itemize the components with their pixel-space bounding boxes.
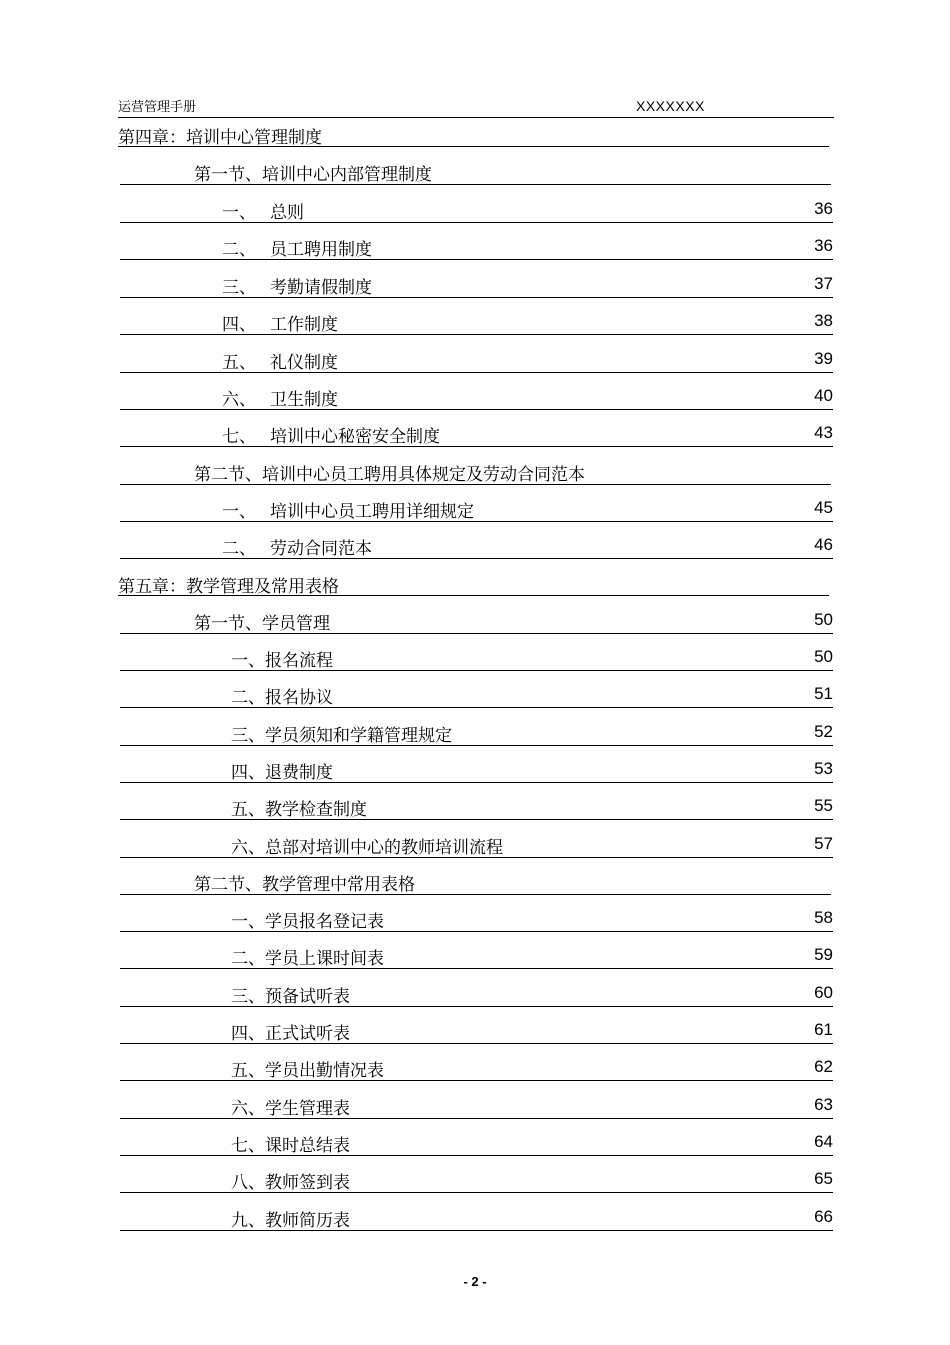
toc-entry-number: 二、 bbox=[222, 539, 256, 559]
toc-entry[interactable] bbox=[0, 230, 950, 260]
toc-entry-label bbox=[222, 385, 338, 410]
toc-entry-title: 教师签到表 bbox=[265, 1173, 350, 1193]
toc-entry-title: 卫生制度 bbox=[270, 390, 338, 410]
toc-entry[interactable] bbox=[0, 380, 950, 410]
toc-entry-number: 四、 bbox=[231, 763, 265, 783]
toc-underline bbox=[120, 968, 833, 969]
toc-entry-title: 学员出勤情况表 bbox=[265, 1061, 384, 1081]
toc-entry-label bbox=[222, 497, 474, 522]
toc-entry-page: 43 bbox=[814, 423, 833, 442]
toc-entry-title: 礼仪制度 bbox=[270, 353, 338, 373]
toc-entry-title: 培训中心秘密安全制度 bbox=[270, 427, 440, 447]
toc-entry-label bbox=[231, 1131, 350, 1156]
toc-entry-number: 七、 bbox=[231, 1136, 265, 1156]
toc-entry-page: 36 bbox=[814, 236, 833, 255]
toc-entry-number: 一、 bbox=[231, 651, 265, 671]
toc-entry-number: 八、 bbox=[231, 1173, 265, 1193]
toc-underline bbox=[120, 1230, 833, 1231]
toc-entry-label bbox=[222, 534, 372, 559]
toc-entry-title: 第二节、教学管理中常用表格 bbox=[194, 875, 415, 895]
toc-entry-label bbox=[222, 310, 338, 335]
toc-entry[interactable] bbox=[0, 977, 950, 1007]
toc-entry[interactable] bbox=[0, 343, 950, 373]
toc-entry-label bbox=[231, 683, 333, 708]
toc-entry-number: 七、 bbox=[222, 427, 256, 447]
toc-entry[interactable] bbox=[0, 1014, 950, 1044]
toc-entry-label bbox=[118, 123, 322, 148]
toc-entry[interactable] bbox=[0, 455, 950, 485]
toc-entry-label bbox=[231, 1056, 384, 1081]
toc-entry-label bbox=[222, 273, 372, 298]
toc-underline bbox=[120, 931, 833, 932]
toc-entry-label bbox=[231, 944, 384, 969]
toc-entry-label bbox=[231, 1206, 350, 1231]
toc-entry[interactable] bbox=[0, 1089, 950, 1119]
toc-underline bbox=[120, 1006, 833, 1007]
toc-entry-label bbox=[231, 833, 503, 858]
toc-entry-number: 三、 bbox=[222, 278, 256, 298]
toc-entry-title: 第二节、培训中心员工聘用具体规定及劳动合同范本 bbox=[194, 465, 585, 485]
toc-entry[interactable] bbox=[0, 1163, 950, 1193]
toc-entry-number: 六、 bbox=[222, 390, 256, 410]
toc-entry-title: 预备试听表 bbox=[265, 987, 350, 1007]
toc-entry-number: 四、 bbox=[222, 315, 256, 335]
toc-entry[interactable] bbox=[0, 193, 950, 223]
toc-entry-label bbox=[231, 907, 384, 932]
toc-entry-title: 培训中心员工聘用详细规定 bbox=[270, 502, 474, 522]
toc-entry[interactable] bbox=[0, 790, 950, 820]
toc-entry[interactable] bbox=[0, 828, 950, 858]
header-title: 运营管理手册 bbox=[118, 100, 197, 115]
toc-entry[interactable] bbox=[0, 567, 950, 597]
toc-entry-page: 57 bbox=[814, 834, 833, 853]
toc-entry-number: 二、 bbox=[231, 949, 265, 969]
toc-underline bbox=[120, 819, 833, 820]
toc-entry[interactable] bbox=[0, 865, 950, 895]
toc-entry[interactable] bbox=[0, 155, 950, 185]
toc-entry-page: 58 bbox=[814, 908, 833, 927]
toc-entry[interactable] bbox=[0, 305, 950, 335]
toc-entry[interactable] bbox=[0, 678, 950, 708]
toc-underline bbox=[120, 745, 833, 746]
toc-entry-page: 64 bbox=[814, 1132, 833, 1151]
toc-entry-title: 总则 bbox=[270, 203, 304, 223]
toc-entry-page: 52 bbox=[814, 722, 833, 741]
toc-underline bbox=[120, 782, 833, 783]
toc-entry[interactable] bbox=[0, 417, 950, 447]
toc-entry-label bbox=[118, 572, 339, 597]
toc-entry-number: 三、 bbox=[231, 987, 265, 1007]
toc-entry-number: 二、 bbox=[222, 240, 256, 260]
toc-entry-number: 五、 bbox=[231, 800, 265, 820]
toc-entry-page: 40 bbox=[814, 386, 833, 405]
toc-entry-title: 教学检查制度 bbox=[265, 800, 367, 820]
toc-entry[interactable] bbox=[0, 716, 950, 746]
toc-entry-page: 55 bbox=[814, 796, 833, 815]
toc-entry[interactable] bbox=[0, 118, 950, 148]
toc-entry-title: 退费制度 bbox=[265, 763, 333, 783]
toc-entry-title: 第五章：教学管理及常用表格 bbox=[118, 577, 339, 597]
toc-entry[interactable] bbox=[0, 902, 950, 932]
toc-entry-label bbox=[194, 160, 432, 185]
toc-entry[interactable] bbox=[0, 492, 950, 522]
toc-entry-page: 61 bbox=[814, 1020, 833, 1039]
toc-entry-page: 38 bbox=[814, 311, 833, 330]
toc-entry-page: 46 bbox=[814, 535, 833, 554]
toc-entry-number: 六、 bbox=[231, 838, 265, 858]
toc-underline bbox=[120, 1043, 833, 1044]
toc-entry[interactable] bbox=[0, 1051, 950, 1081]
toc-entry-page: 65 bbox=[814, 1169, 833, 1188]
toc-entry-title: 报名流程 bbox=[265, 651, 333, 671]
toc-entry-label bbox=[194, 460, 585, 485]
toc-entry-title: 工作制度 bbox=[270, 315, 338, 335]
toc-entry-label bbox=[231, 758, 333, 783]
toc-entry-title: 学生管理表 bbox=[265, 1099, 350, 1119]
toc-entry-number: 一、 bbox=[222, 502, 256, 522]
toc-entry[interactable] bbox=[0, 268, 950, 298]
toc-entry-number: 四、 bbox=[231, 1024, 265, 1044]
toc-entry-label bbox=[222, 198, 304, 223]
toc-entry-label bbox=[222, 348, 338, 373]
toc-entry-number: 一、 bbox=[231, 912, 265, 932]
toc-entry-page: 50 bbox=[814, 647, 833, 666]
toc-entry-page: 36 bbox=[814, 199, 833, 218]
toc-entry-page: 59 bbox=[814, 945, 833, 964]
header-code: XXXXXXX bbox=[636, 98, 705, 114]
toc-entry-label bbox=[231, 646, 333, 671]
toc-entry-label bbox=[194, 870, 415, 895]
toc-entry-label bbox=[231, 1019, 350, 1044]
toc-entry-title: 教师简历表 bbox=[265, 1211, 350, 1231]
toc-entry-title: 报名协议 bbox=[265, 688, 333, 708]
toc-entry-label bbox=[222, 422, 440, 447]
toc-entry-label bbox=[231, 982, 350, 1007]
toc-entry-title: 员工聘用制度 bbox=[270, 240, 372, 260]
toc-entry[interactable] bbox=[0, 604, 950, 634]
toc-entry[interactable] bbox=[0, 641, 950, 671]
toc-entry-page: 62 bbox=[814, 1057, 833, 1076]
toc-entry-title: 第四章：培训中心管理制度 bbox=[118, 128, 322, 148]
toc-entry[interactable] bbox=[0, 939, 950, 969]
toc-underline bbox=[120, 1155, 833, 1156]
toc-entry-number: 五、 bbox=[231, 1061, 265, 1081]
toc-entry-page: 60 bbox=[814, 983, 833, 1002]
toc-entry-page: 51 bbox=[814, 684, 833, 703]
toc-entry-title: 劳动合同范本 bbox=[270, 539, 372, 559]
toc-entry-label bbox=[231, 1094, 350, 1119]
toc-entry-page: 50 bbox=[814, 610, 833, 629]
toc-entry-page: 45 bbox=[814, 498, 833, 517]
toc-entry-title: 课时总结表 bbox=[265, 1136, 350, 1156]
toc-underline bbox=[120, 1080, 833, 1081]
toc-entry-label bbox=[231, 795, 367, 820]
toc-entry-label bbox=[231, 721, 452, 746]
toc-entry-title: 学员须知和学籍管理规定 bbox=[265, 726, 452, 746]
toc-entry-title: 总部对培训中心的教师培训流程 bbox=[265, 838, 503, 858]
toc-entry-label bbox=[194, 609, 330, 634]
toc-entry-title: 第一节、培训中心内部管理制度 bbox=[194, 165, 432, 185]
toc-entry-number: 六、 bbox=[231, 1099, 265, 1119]
page-number: - 2 - bbox=[463, 1274, 487, 1289]
toc-entry-page: 39 bbox=[814, 349, 833, 368]
toc-entry[interactable] bbox=[0, 1126, 950, 1156]
toc-entry-title: 正式试听表 bbox=[265, 1024, 350, 1044]
toc-entry[interactable] bbox=[0, 753, 950, 783]
toc-entry-title: 第一节、学员管理 bbox=[194, 614, 330, 634]
toc-entry[interactable] bbox=[0, 1201, 950, 1231]
toc-entry-number: 一、 bbox=[222, 203, 256, 223]
toc-entry-number: 二、 bbox=[231, 688, 265, 708]
toc-underline bbox=[120, 1118, 833, 1119]
toc-entry-label bbox=[231, 1168, 350, 1193]
toc-entry-page: 63 bbox=[814, 1095, 833, 1114]
toc-entry-number: 五、 bbox=[222, 353, 256, 373]
toc-entry-page: 66 bbox=[814, 1207, 833, 1226]
toc-entry-title: 学员报名登记表 bbox=[265, 912, 384, 932]
toc-entry-number: 九、 bbox=[231, 1211, 265, 1231]
toc-entry-number: 三、 bbox=[231, 726, 265, 746]
toc-underline bbox=[120, 707, 833, 708]
toc-entry-title: 考勤请假制度 bbox=[270, 278, 372, 298]
toc-entry[interactable] bbox=[0, 529, 950, 559]
toc-underline bbox=[120, 670, 833, 671]
toc-entry-label bbox=[222, 235, 372, 260]
toc-entry-title: 学员上课时间表 bbox=[265, 949, 384, 969]
toc-entry-page: 53 bbox=[814, 759, 833, 778]
toc-entry-page: 37 bbox=[814, 274, 833, 293]
toc-underline bbox=[120, 1192, 833, 1193]
